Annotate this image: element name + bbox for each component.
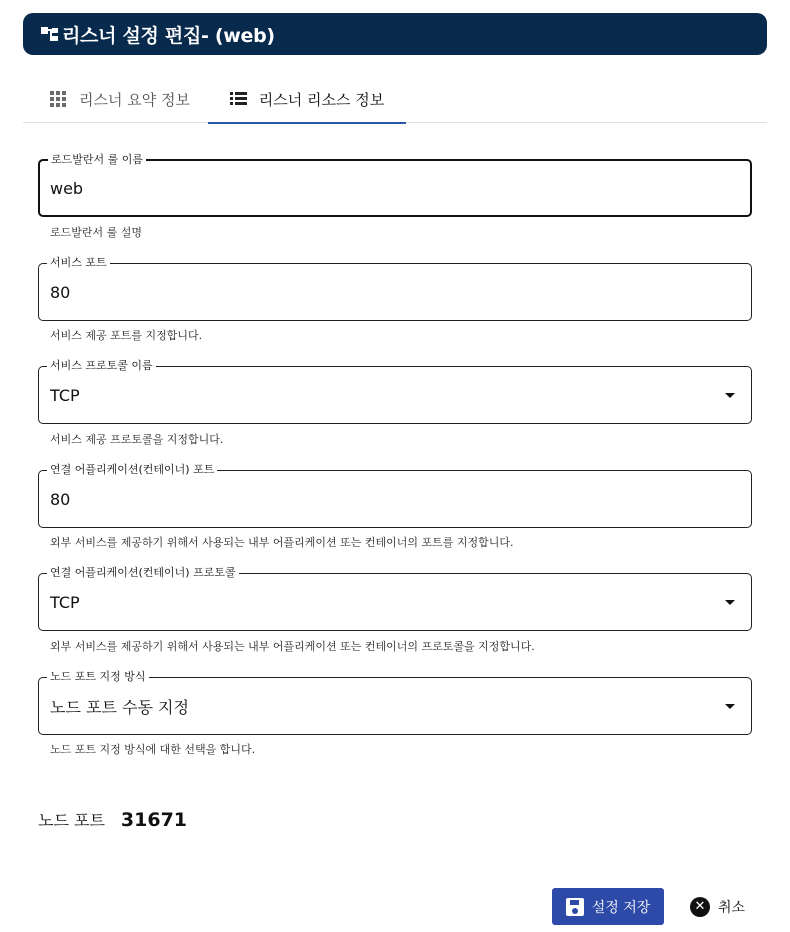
- app-protocol-select[interactable]: [38, 566, 752, 631]
- node-port-display: [38, 808, 187, 831]
- tab-listener-resource[interactable]: [208, 75, 406, 123]
- selected-value: 노드 포트 수동 지정: [50, 697, 189, 717]
- rule-name-helper: 로드발란서 룰 설명: [50, 226, 143, 239]
- dropdown-arrow-icon[interactable]: [725, 393, 735, 398]
- close-circle-icon: ✕: [690, 897, 710, 917]
- dialog-title: 리스너 설정 편집- (web): [62, 24, 275, 47]
- tab-label: 리스너 리소스 정보: [258, 90, 385, 109]
- cancel-button[interactable]: [690, 888, 752, 925]
- field-label: 서비스 프로토콜 이름: [47, 359, 156, 373]
- field-label: 서비스 포트: [47, 256, 110, 270]
- service-port-field[interactable]: [38, 256, 752, 321]
- field-label: 연결 어플리케이션(컨테이너) 포트: [47, 463, 217, 477]
- save-settings-button[interactable]: [552, 888, 664, 925]
- nodeport-mode-select[interactable]: [38, 670, 752, 735]
- save-icon: [566, 898, 584, 916]
- dropdown-arrow-icon[interactable]: [725, 600, 735, 605]
- dialog-header: [23, 13, 767, 55]
- selected-value: TCP: [50, 385, 80, 405]
- app-port-field[interactable]: [38, 463, 752, 528]
- app-port-input[interactable]: 80: [50, 489, 71, 509]
- node-port-value: 31671: [120, 809, 188, 831]
- service-protocol-helper: 서비스 제공 프로토콜을 지정합니다.: [50, 433, 224, 446]
- service-port-input[interactable]: 80: [50, 282, 71, 302]
- grid-icon: [50, 91, 66, 107]
- save-label: 설정 저장: [591, 899, 651, 916]
- sitemap-icon: [39, 24, 59, 44]
- field-label: 노드 포트 지정 방식: [47, 670, 149, 684]
- service-port-helper: 서비스 제공 포트를 지정합니다.: [50, 329, 203, 342]
- rule-name-field[interactable]: [38, 153, 752, 217]
- cancel-label: 취소: [718, 899, 746, 916]
- field-label: 연결 어플리케이션(컨테이너) 프로토콜: [47, 566, 239, 580]
- tab-listener-summary[interactable]: [50, 75, 210, 123]
- field-label: 로드발란서 룰 이름: [48, 153, 146, 167]
- app-port-helper: 외부 서비스를 제공하기 위해서 사용되는 내부 어플리케이션 또는 컨테이너의 포트를 지정합니다.: [50, 536, 514, 549]
- nodeport-mode-helper: 노드 포트 지정 방식에 대한 선택을 합니다.: [50, 743, 256, 756]
- tab-bar: [23, 75, 767, 123]
- node-port-label: 노드 포트: [38, 811, 105, 830]
- active-tab-indicator: [208, 122, 406, 124]
- app-protocol-helper: 외부 서비스를 제공하기 위해서 사용되는 내부 어플리케이션 또는 컨테이너의 프로토콜을 지정합니다.: [50, 640, 535, 653]
- tab-label: 리스너 요약 정보: [79, 90, 190, 109]
- rule-name-input[interactable]: web: [50, 178, 84, 198]
- dropdown-arrow-icon[interactable]: [725, 704, 735, 709]
- selected-value: TCP: [50, 592, 80, 612]
- service-protocol-select[interactable]: [38, 359, 752, 424]
- list-icon: [230, 92, 247, 106]
